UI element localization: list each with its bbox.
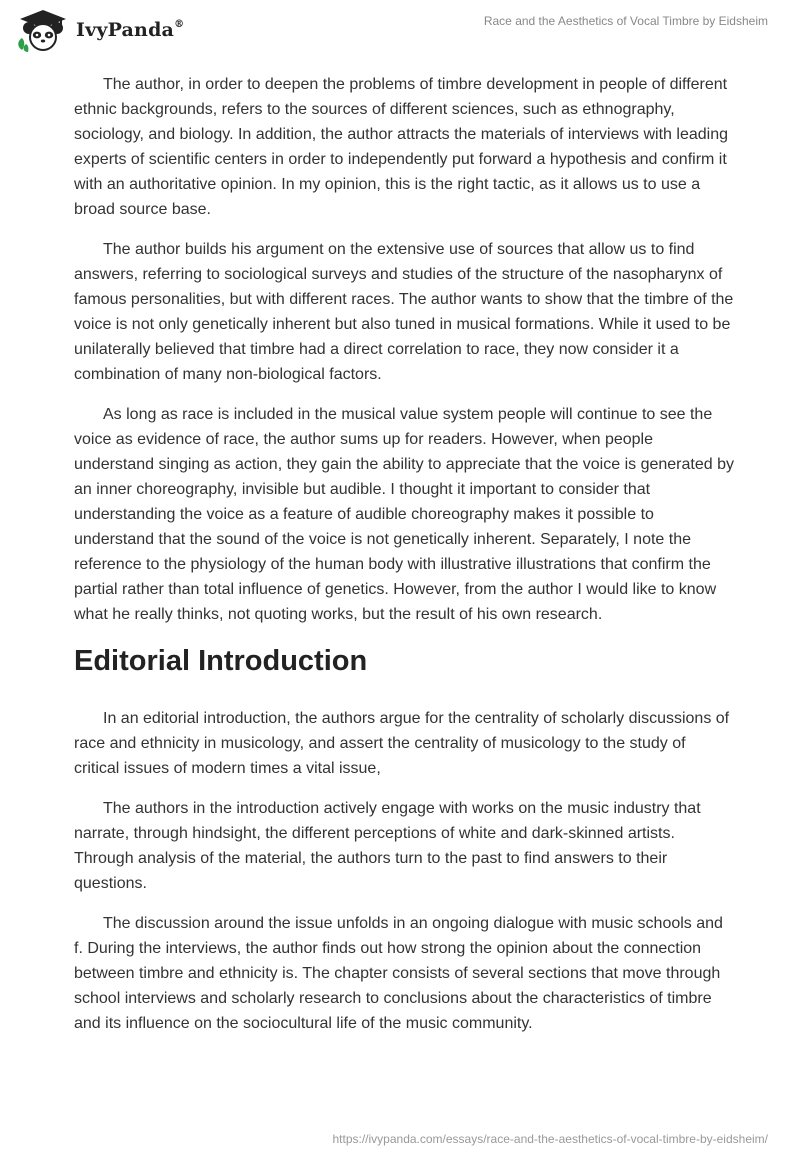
paragraph: The discussion around the issue unfolds in an ongoing dialogue with music schools and f. During the interviews, the author finds out how strong the opinion about the connection between timbre and ethnicity is. The chapter consists of several sections that move through school interviews and scholarly research to conclusions about the characteristics of timbre and its influence on the sociocultural life of the music community. xyxy=(74,915,723,1032)
page-header xyxy=(0,0,800,60)
brand-name-text: IvyPanda xyxy=(76,19,175,41)
source-url[interactable]: https://ivypanda.com/essays/race-and-the-aesthetics-of-vocal-timbre-by-eidsheim/ xyxy=(332,1132,768,1146)
paragraph: As long as race is included in the musical value system people will continue to see the voice as evidence of race, the author sums up for readers. However, when people understand singing as action, they gain the ability to appreciate that the voice is generated by an inner choreography, invisible but audible. I thought it important to consider that understanding the voice as a feature of audible choreography makes it possible to understand that the sound of the voice is not genetically inherent. Separately, I note the reference to the physiology of the human body with illustrative illustrations that confirm the partial rather than total influence of genetics. However, from the author I would like to know what he really thinks, not quoting works, but the result of his own research. xyxy=(74,406,734,623)
paragraph: The authors in the introduction actively engage with works on the music industry that narrate, through hindsight, the different perceptions of white and dark-skinned artists. Through analysis of the material, the authors turn to the past to find answers to their questions. xyxy=(74,800,701,892)
paragraph: The author builds his argument on the extensive use of sources that allow us to find answers, referring to sociological surveys and studies of the structure of the nasopharynx of famous personalities, but with different races. The author wants to show that the timbre of the voice is not only genetically inherent but also tuned in musical formations. While it used to be unilaterally believed that timbre had a direct correlation to race, they now consider it a combination of many non-biological factors. xyxy=(74,241,734,383)
ivypanda-logo[interactable] xyxy=(16,8,184,52)
paragraph: In an editorial introduction, the authors argue for the centrality of scholarly discussions of race and ethnicity in musicology, and assert the centrality of musicology to the study of critical issues of modern times a vital issue, xyxy=(74,710,730,777)
document-title: Race and the Aesthetics of Vocal Timbre by Eidsheim xyxy=(483,14,768,28)
essay-body xyxy=(74,72,734,1051)
brand-name xyxy=(76,19,184,41)
section-heading: Editorial Introduction xyxy=(74,645,368,677)
registered-mark: ® xyxy=(174,18,185,30)
paragraph: The author, in order to deepen the problems of timbre development in people of different ethnic backgrounds, refers to the sources of different sciences, such as ethnography, sociology, and biology. In addition, the author attracts the materials of interviews with leading experts of scientific centers in order to independently put forward a hypothesis and confirm it with an authoritative opinion. In my opinion, this is the right tactic, as it allows us to use a broad source base. xyxy=(74,76,728,218)
panda-graduation-cap-icon xyxy=(16,8,70,52)
